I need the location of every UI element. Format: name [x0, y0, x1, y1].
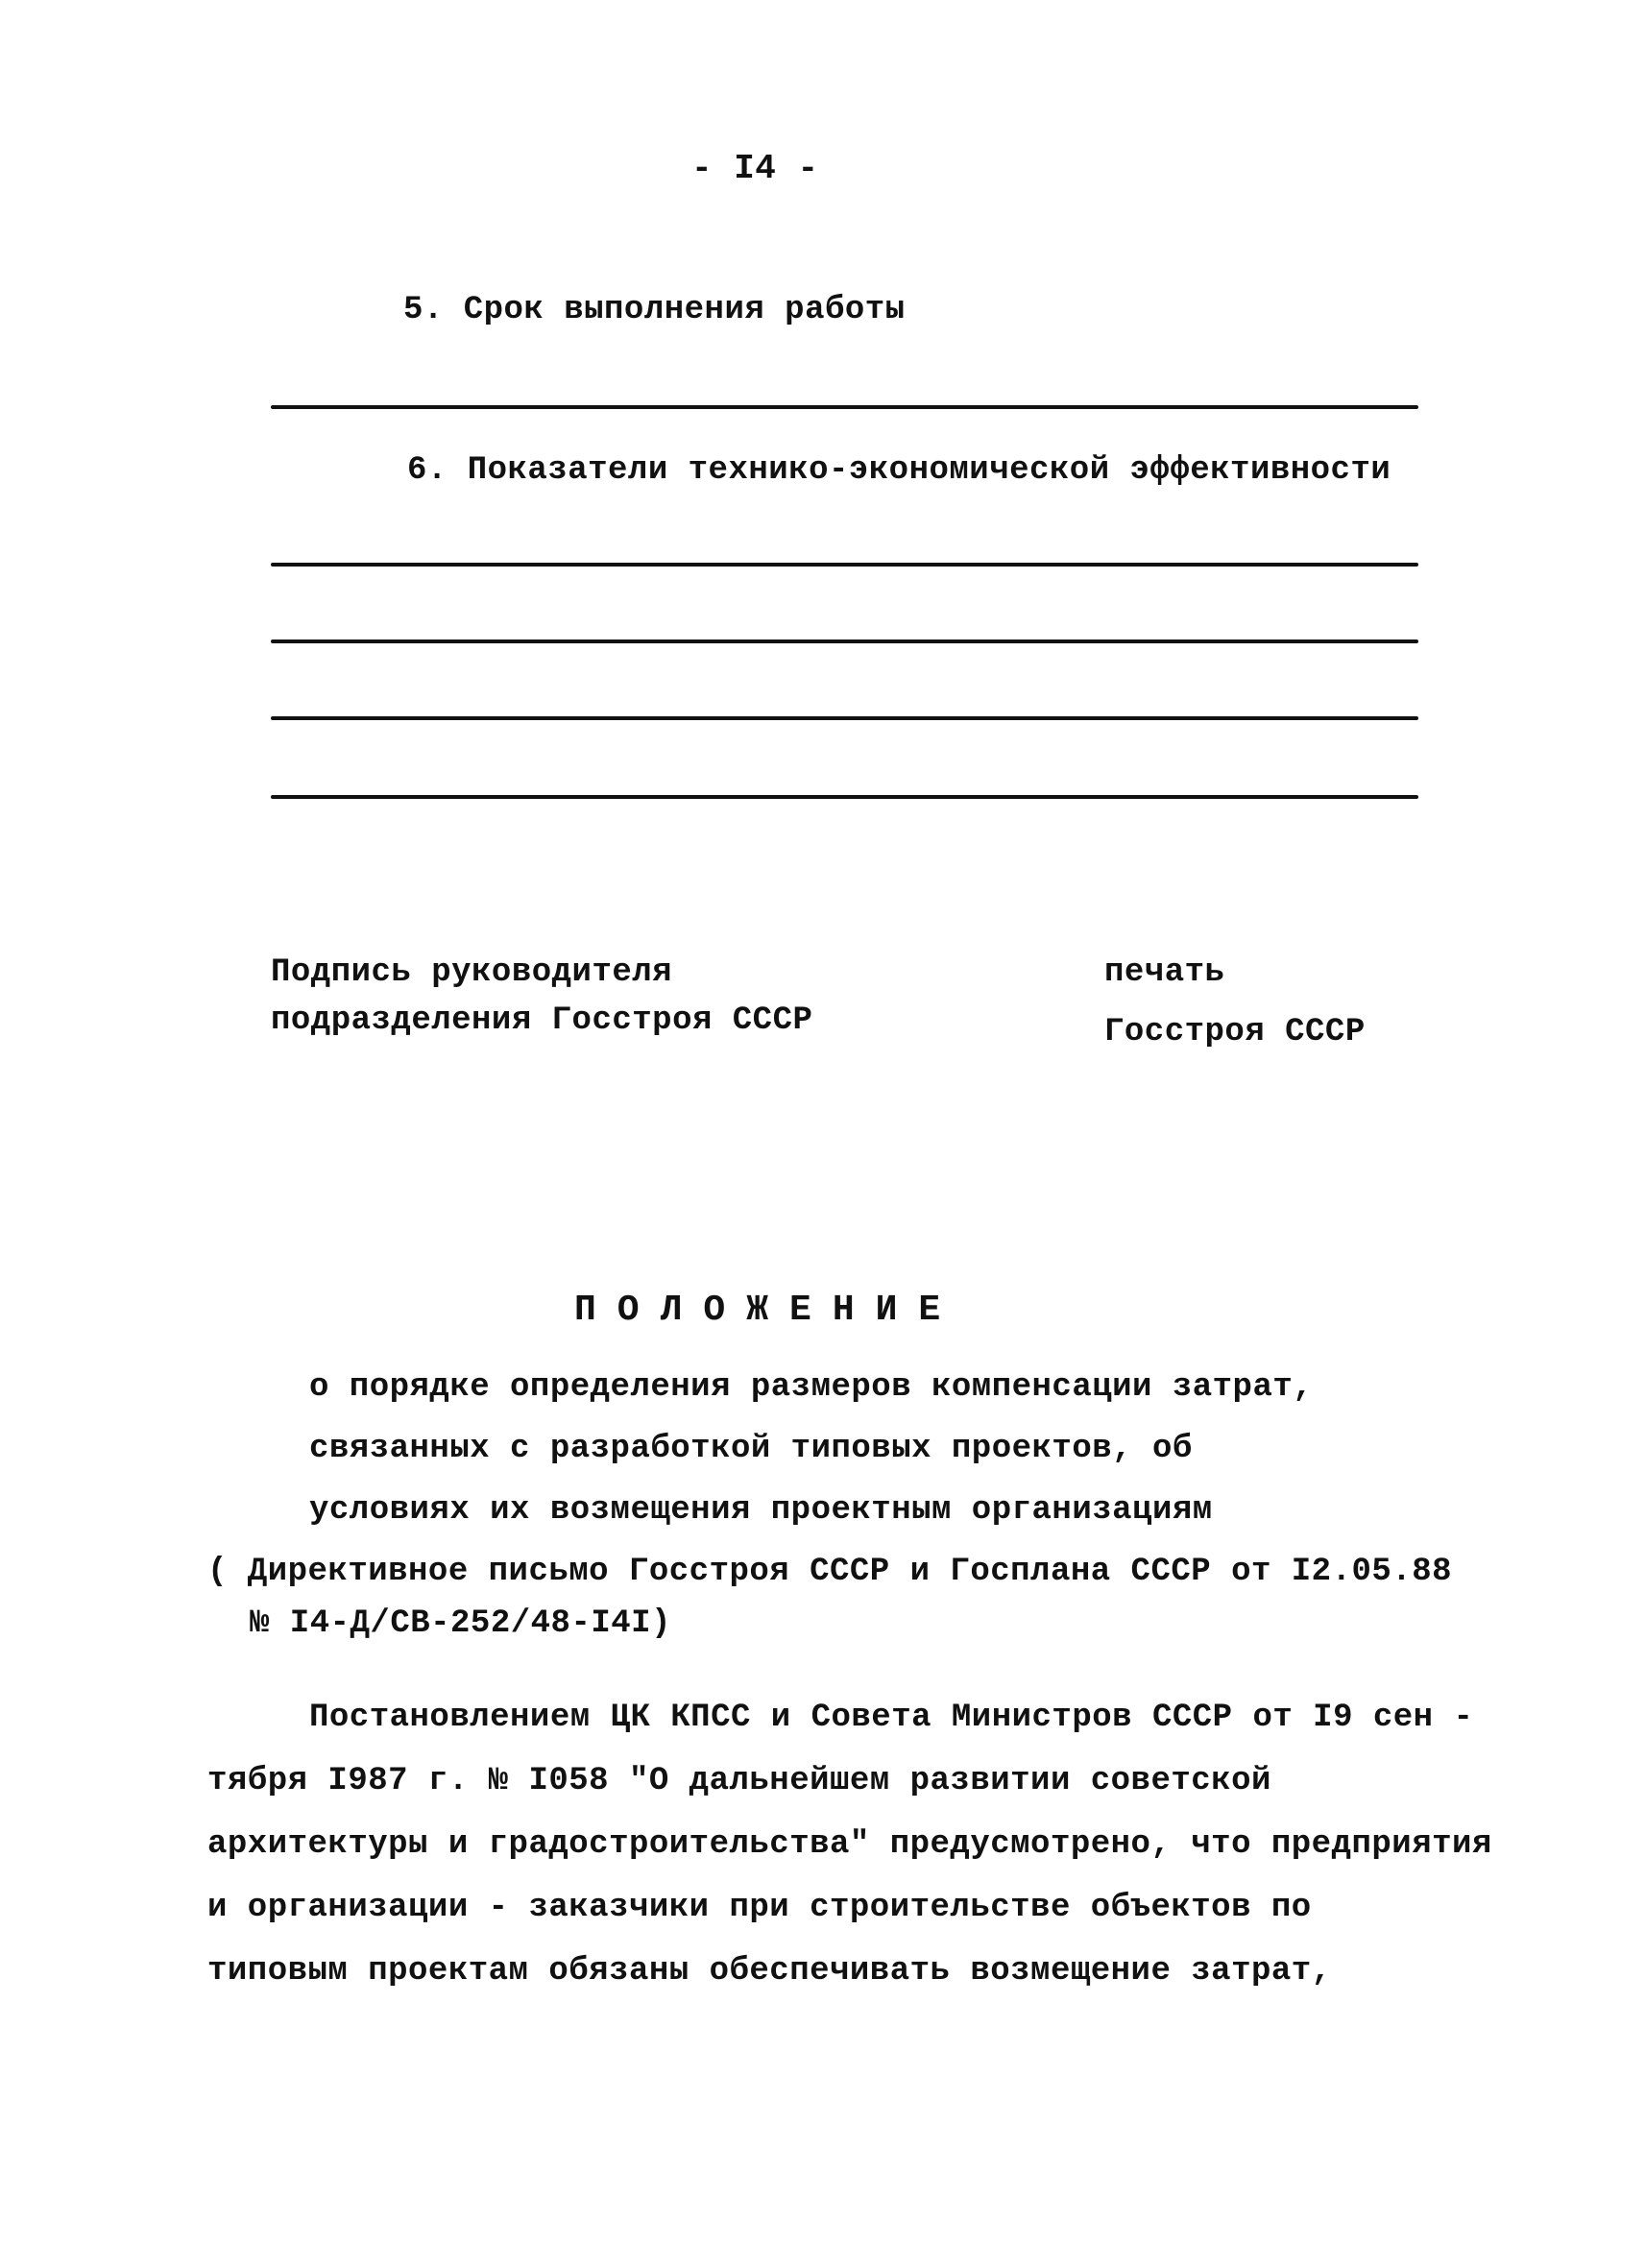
- fill-line-indicators-2: [271, 639, 1418, 643]
- fill-line-indicators-3: [271, 716, 1418, 720]
- fill-line-indicators-1: [271, 563, 1418, 567]
- regulation-subtitle-line3: условиях их возмещения проектным организациям: [309, 1492, 1213, 1529]
- body-paragraph-line1: Постановлением ЦК КПСС и Совета Министров СССР от I9 сен -: [309, 1700, 1474, 1736]
- fill-line-deadline: [271, 405, 1418, 409]
- body-paragraph-line2: тября I987 г. № I058 "О дальнейшем развитии советской: [207, 1763, 1271, 1799]
- regulation-subtitle-line1: о порядке определения размеров компенсации затрат,: [309, 1369, 1314, 1406]
- form-item-5-deadline: 5. Срок выполнения работы: [403, 292, 906, 328]
- page-number: - I4 -: [691, 149, 819, 188]
- seal-label-line2: Госстроя СССР: [1104, 1014, 1366, 1050]
- regulation-reference-line2: № I4-Д/СВ-252/48-I4I): [250, 1605, 671, 1642]
- body-paragraph-line5: типовым проектам обязаны обеспечивать возмещение затрат,: [207, 1953, 1332, 1990]
- body-paragraph-line3: архитектуры и градостроительства" предусмотрено, что предприятия: [207, 1826, 1492, 1863]
- seal-label-line1: печать: [1104, 954, 1225, 991]
- signature-label-line2: подразделения Госстроя СССР: [271, 1002, 813, 1039]
- body-paragraph-line4: и организации - заказчики при строительстве объектов по: [207, 1890, 1312, 1926]
- signature-label-line1: Подпись руководителя: [271, 954, 673, 991]
- regulation-reference-line1: ( Директивное письмо Госстроя СССР и Госплана СССР от I2.05.88: [207, 1554, 1453, 1590]
- fill-line-indicators-4: [271, 795, 1418, 799]
- regulation-subtitle-line2: связанных с разработкой типовых проектов, об: [309, 1431, 1193, 1467]
- regulation-title: ПОЛОЖЕНИЕ: [574, 1290, 962, 1331]
- form-item-6-indicators: 6. Показатели технико-экономической эффективности: [407, 452, 1391, 489]
